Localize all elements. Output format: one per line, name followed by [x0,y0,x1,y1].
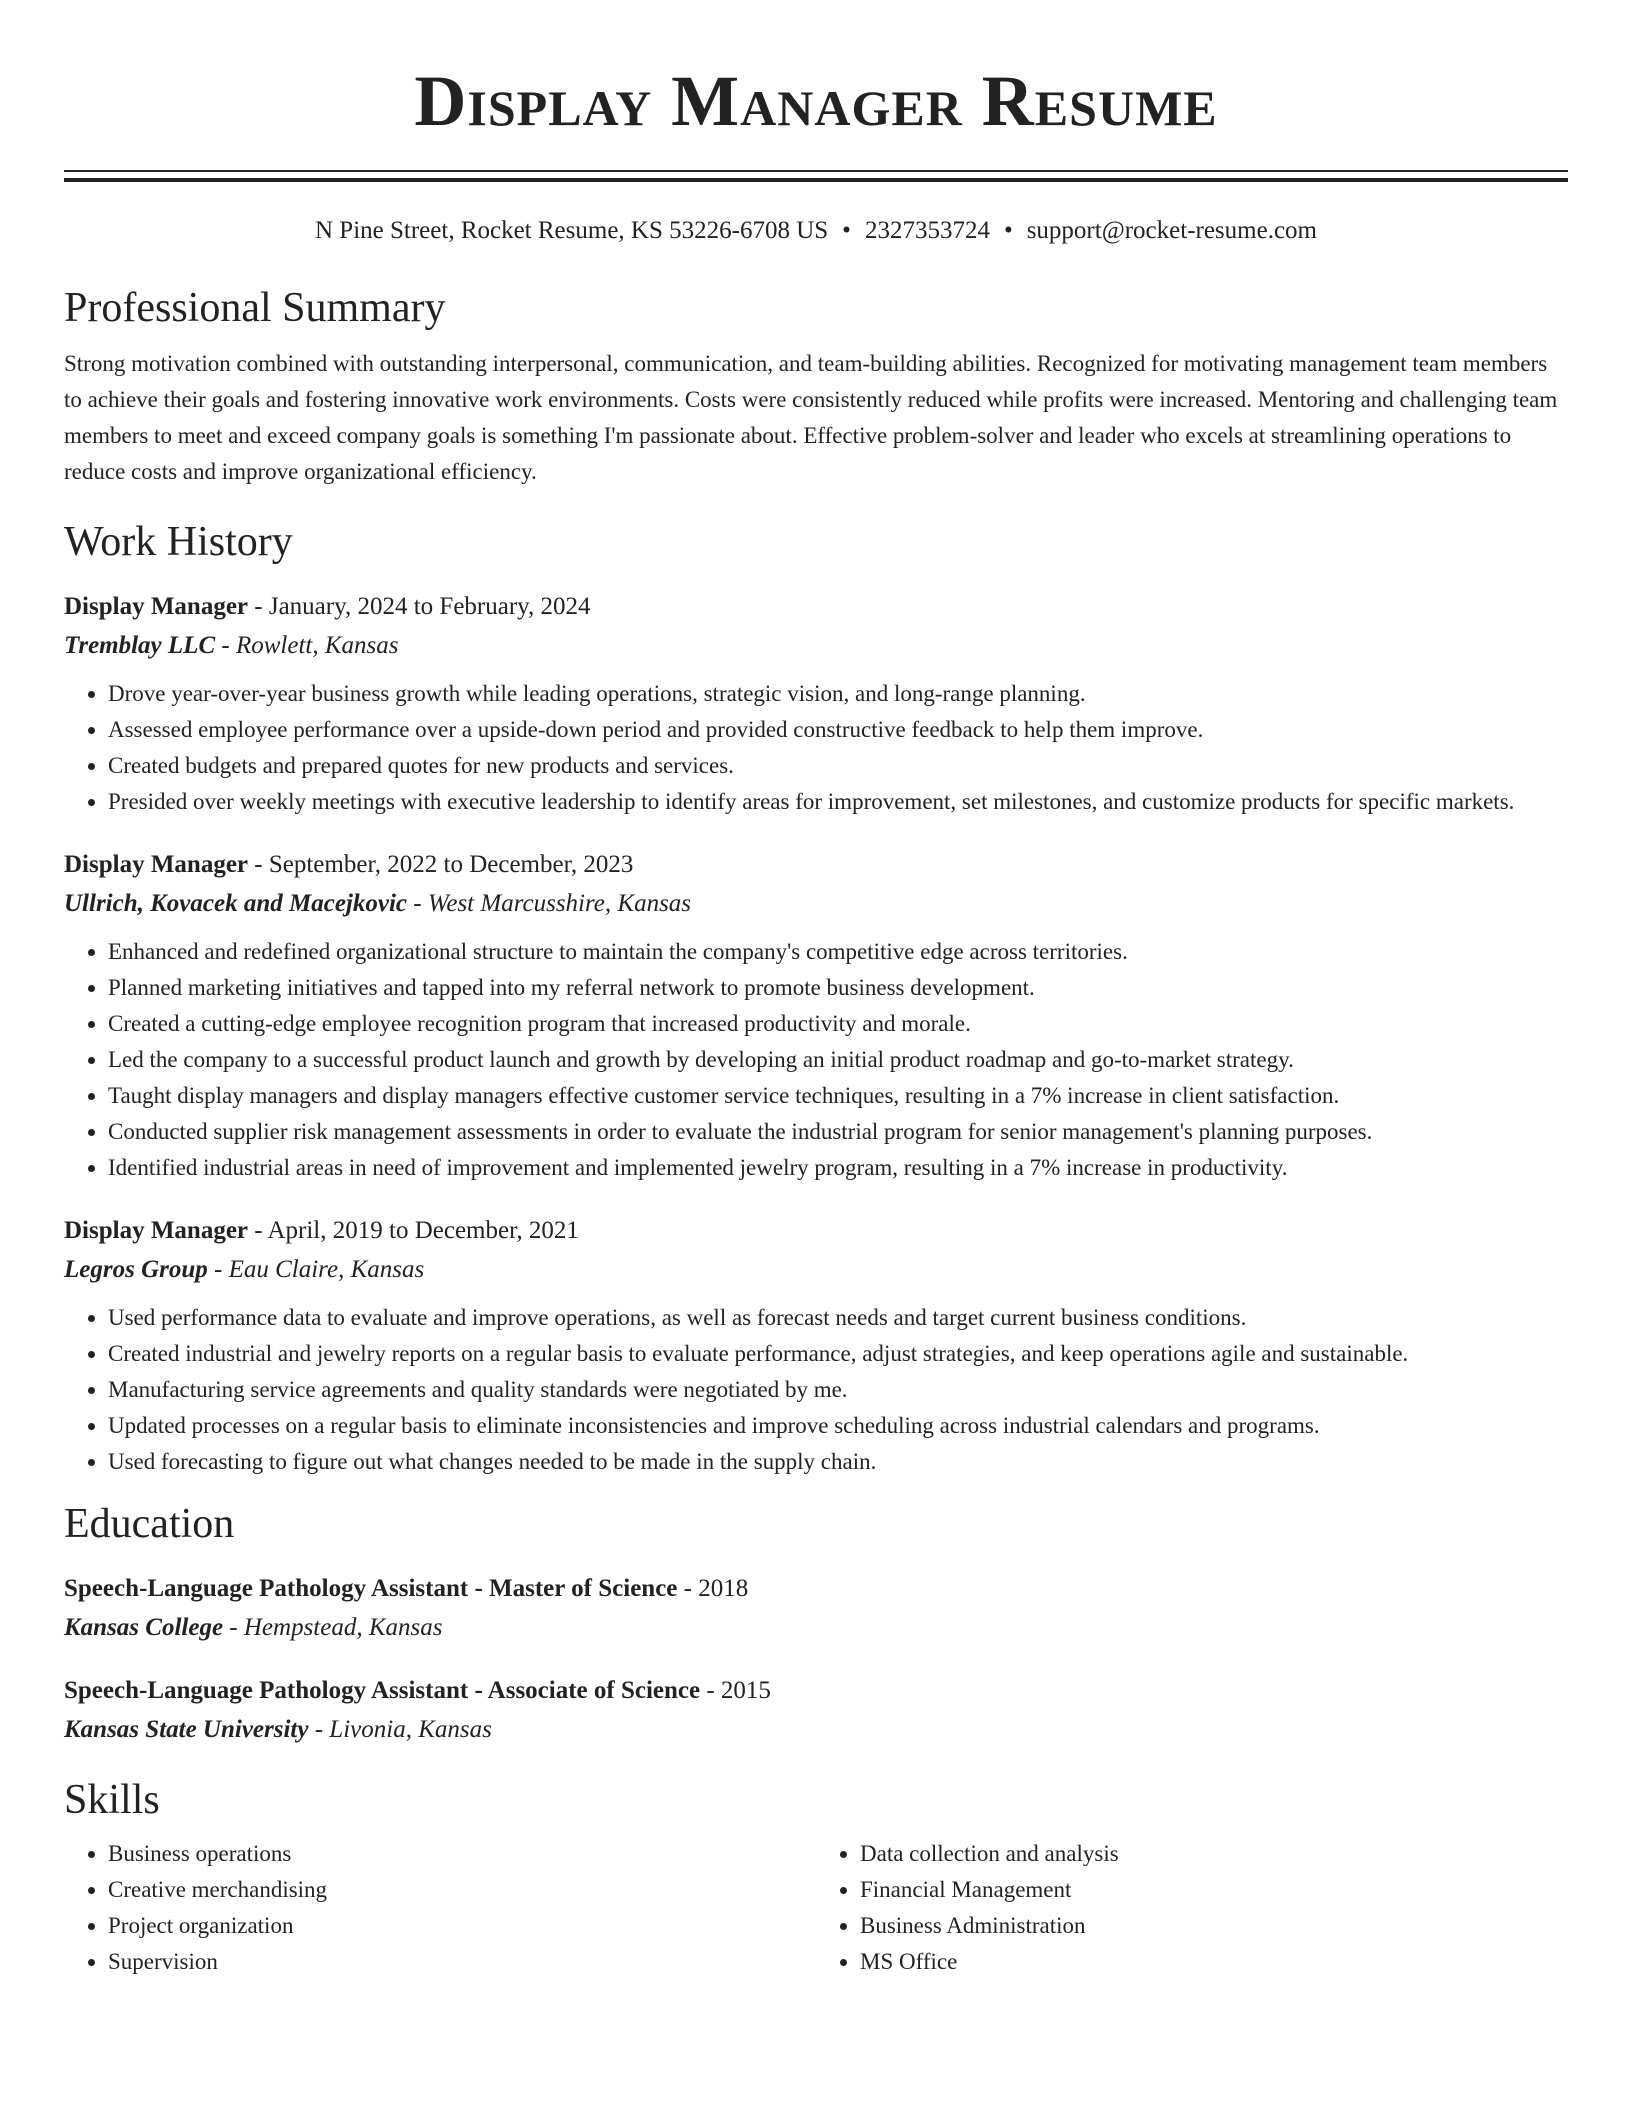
job-bullets [64,934,1568,1186]
contact-phone: 2327353724 [864,217,990,244]
job-dates: - January, 2024 to February, 2024 [248,593,591,620]
job-dates: - September, 2022 to December, 2023 [248,851,634,878]
job-bullet: • Used forecasting to figure out what changes needed to be made in the supply chain. [108,1444,1568,1480]
job-bullet: • Led the company to a successful product launch and growth by developing an initial product roadmap and go-to-market strategy. [108,1042,1568,1078]
job-company: Tremblay LLC [64,632,216,659]
skills-columns [64,1836,1568,1980]
education-year: - 2018 [677,1575,749,1602]
job-dates: - April, 2019 to December, 2021 [248,1217,579,1244]
title-divider [64,170,1568,182]
job-role: Display Manager [64,1217,249,1244]
divider-thick-line [64,178,1568,182]
job-company-line [64,626,1568,666]
job-bullet: • Identified industrial areas in need of improvement and implemented jewelry program, resulting in a 7% increase in productivity. [108,1150,1568,1186]
education-school: Kansas State University [64,1716,309,1743]
education-year: - 2015 [700,1677,771,1704]
education-school-line [64,1608,1568,1648]
education-school: Kansas College [64,1614,224,1641]
job-location: - Eau Claire, Kansas [207,1256,425,1283]
education-school-line [64,1710,1568,1750]
job-bullet: • Assessed employee performance over a upside-down period and provided constructive feedback to help them improve. [108,712,1568,748]
skills-heading: Skills [64,1777,160,1823]
education-location: - Livonia, Kansas [308,1716,492,1743]
contact-separator: • [842,217,851,244]
skill-item: • Creative merchandising [108,1872,816,1908]
education-location: - Hempstead, Kansas [223,1614,443,1641]
education-entry [64,1570,1568,1648]
job-entry [64,846,1568,1186]
skill-item: • Supervision [108,1944,816,1980]
job-role: Display Manager [64,593,249,620]
summary-text: Strong motivation combined with outstanding interpersonal, communication, and team-building abilities. Recognized for motivating management team members to achieve their goals and fostering innovative work environments. Costs were consistently reduced while profits were increased. Mentoring and challenging team members to meet and exceed company goals is something I'm passionate about. Effective problem-solver and leader who excels at streamlining operations to reduce costs and improve organizational efficiency. [64,351,1558,484]
job-company: Ullrich, Kovacek and Macejkovic [64,890,407,917]
contact-separator: • [1003,217,1013,244]
education-degree-line [64,1570,1568,1608]
job-bullet: • Created budgets and prepared quotes for new products and services. [108,748,1568,784]
job-bullet: • Drove year-over-year business growth while leading operations, strategic vision, and long-range planning. [108,676,1568,712]
education-degree: Speech-Language Pathology Assistant - Master of Science [64,1575,678,1602]
job-location: - West Marcusshire, Kansas [407,890,692,917]
job-title-line [64,1212,1568,1250]
summary-heading: Professional Summary [64,285,446,331]
job-bullets [64,676,1568,820]
skill-item: • Data collection and analysis [860,1836,1568,1872]
contact-email: support@rocket-resume.com [1026,217,1317,244]
education-entry [64,1672,1568,1750]
job-bullet: • Manufacturing service agreements and quality standards were negotiated by me. [108,1372,1568,1408]
contact-address: N Pine Street, Rocket Resume, KS 53226-6708 US [315,217,829,244]
education-degree-line [64,1672,1568,1710]
job-company: Legros Group [64,1256,208,1283]
job-bullet: • Created a cutting-edge employee recognition program that increased productivity and morale. [108,1006,1568,1042]
job-location: - Rowlett, Kansas [215,632,399,659]
job-bullet: • Conducted supplier risk management assessments in order to evaluate the industrial program for senior management's planning purposes. [108,1114,1568,1150]
job-bullet: • Enhanced and redefined organizational structure to maintain the company's competitive edge across territories. [108,934,1568,970]
job-bullet: • Taught display managers and display managers effective customer service techniques, resulting in a 7% increase in client satisfaction. [108,1078,1568,1114]
job-bullets [64,1300,1568,1480]
skill-item: • Business Administration [860,1908,1568,1944]
education-degree: Speech-Language Pathology Assistant - Associate of Science [64,1677,701,1704]
job-bullet: • Used performance data to evaluate and improve operations, as well as forecast needs and target current business conditions. [108,1300,1568,1336]
job-entry [64,1212,1568,1480]
skills-right-column [816,1836,1568,1980]
job-role: Display Manager [64,851,249,878]
contact-line [64,214,1568,248]
resume-title: Display Manager Resume [414,61,1218,141]
job-company-line [64,1250,1568,1290]
job-entry [64,588,1568,820]
skill-item: • Project organization [108,1908,816,1944]
education-heading: Education [64,1501,235,1547]
job-company-line [64,884,1568,924]
job-title-line [64,846,1568,884]
job-title-line [64,588,1568,626]
skills-left-column [64,1836,816,1980]
job-bullet: • Created industrial and jewelry reports on a regular basis to evaluate performance, adjust strategies, and keep operations agile and sustainable. [108,1336,1568,1372]
skill-item: • MS Office [860,1944,1568,1980]
skill-item: • Business operations [108,1836,816,1872]
work-history-heading: Work History [64,519,293,565]
job-bullet: • Planned marketing initiatives and tapped into my referral network to promote business development. [108,970,1568,1006]
job-bullet: • Updated processes on a regular basis to eliminate inconsistencies and improve scheduling across industrial calendars and programs. [108,1408,1568,1444]
skill-item: • Financial Management [860,1872,1568,1908]
job-bullet: • Presided over weekly meetings with executive leadership to identify areas for improvement, set milestones, and customize products for specific markets. [108,784,1568,820]
